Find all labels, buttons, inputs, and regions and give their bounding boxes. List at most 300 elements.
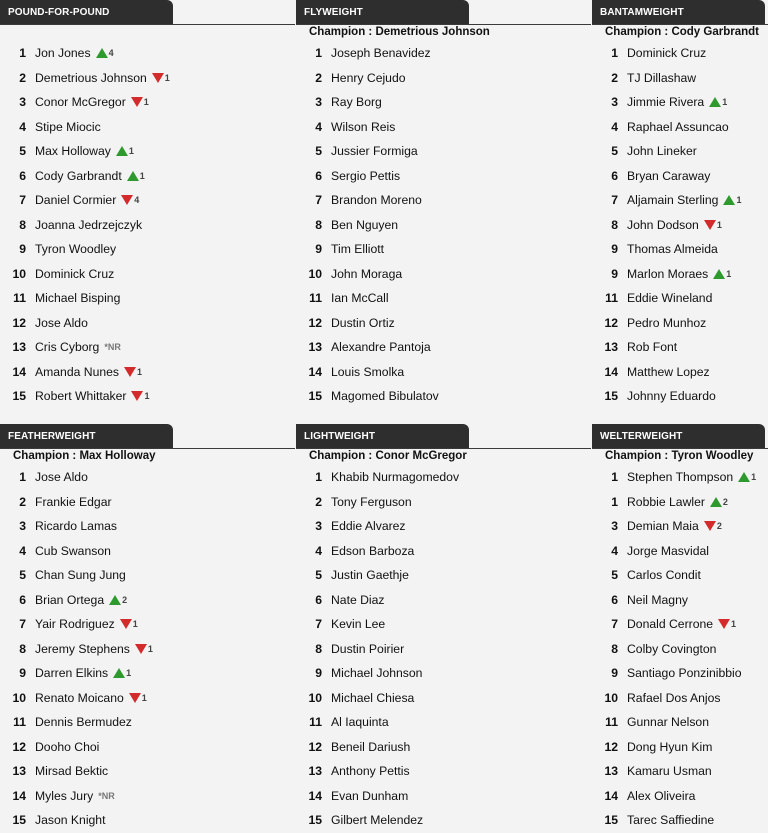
fighter-row[interactable] (0, 759, 295, 784)
rank-change-value: 4 (108, 48, 114, 59)
fighter-row[interactable] (0, 335, 295, 360)
fighter-row[interactable] (296, 808, 591, 833)
rank-number: 1 (19, 470, 26, 485)
rank-change (127, 171, 145, 181)
fighter-name-link[interactable]: Michael Bisping (35, 291, 121, 306)
fighter-name-link[interactable]: Marlon Moraes (627, 266, 709, 281)
fighter-name-link[interactable]: Joseph Benavidez (331, 46, 431, 61)
fighter-row[interactable] (296, 563, 591, 588)
fighter-name-link[interactable]: Yair Rodriguez (35, 617, 115, 632)
division-title-tab[interactable]: FEATHERWEIGHT (0, 424, 173, 448)
fighter-name-link[interactable]: Sergio Pettis (331, 168, 401, 183)
fighter-name-link[interactable]: Conor McGregor (35, 95, 126, 110)
fighter-name-link[interactable]: Jose Aldo (35, 470, 88, 485)
fighter-name-link[interactable]: Cub Swanson (35, 543, 111, 558)
rank-number: 5 (315, 144, 322, 159)
division-header (592, 424, 768, 449)
arrow-down-icon (718, 619, 730, 629)
fighter-row[interactable] (0, 465, 295, 490)
fighter-name-link[interactable]: Mirsad Bektic (35, 764, 109, 779)
rank-number: 5 (19, 144, 26, 159)
fighter-list (592, 39, 768, 409)
division-title-tab[interactable]: WELTERWEIGHT (592, 424, 765, 448)
rank-number: 11 (605, 291, 618, 306)
fighter-row[interactable] (592, 90, 768, 115)
fighter-row[interactable] (296, 384, 591, 409)
rank-number: 11 (13, 715, 26, 730)
rank-number: 7 (611, 617, 618, 632)
fighter-row[interactable] (592, 41, 768, 66)
fighter-row[interactable] (0, 784, 295, 809)
rank-number: 5 (611, 144, 618, 159)
fighter-row[interactable] (0, 115, 295, 140)
rank-change-value: 1 (141, 692, 147, 703)
fighter-row[interactable] (296, 514, 591, 539)
arrow-up-icon (96, 48, 108, 58)
fighter-row[interactable] (296, 115, 591, 140)
fighter-row[interactable] (0, 360, 295, 385)
fighter-row[interactable] (296, 637, 591, 662)
fighter-row[interactable] (592, 213, 768, 238)
fighter-row[interactable] (592, 808, 768, 833)
fighter-name-link[interactable]: Demetrious Johnson (35, 70, 147, 85)
fighter-name-link[interactable]: Tyron Woodley (35, 242, 117, 257)
fighter-name-link[interactable]: Raphael Assuncao (627, 119, 729, 134)
fighter-name-link[interactable]: John Moraga (331, 266, 403, 281)
fighter-name-link[interactable]: Alexandre Pantoja (331, 340, 431, 355)
fighter-list (296, 463, 591, 833)
rank-number: 11 (309, 715, 322, 730)
division-header (0, 424, 295, 449)
fighter-row[interactable] (296, 90, 591, 115)
rank-change (96, 48, 114, 58)
fighter-name-link[interactable]: TJ Dillashaw (627, 70, 697, 85)
fighter-name-link[interactable]: Rafael Dos Anjos (627, 690, 721, 705)
fighter-row[interactable] (592, 384, 768, 409)
fighter-name-link[interactable]: John Dodson (627, 217, 699, 232)
rank-change-value: 1 (147, 643, 153, 654)
fighter-row[interactable] (592, 735, 768, 760)
fighter-row[interactable] (296, 759, 591, 784)
division-title-tab[interactable]: FLYWEIGHT (296, 0, 469, 24)
fighter-name-link[interactable]: Max Holloway (35, 144, 111, 159)
fighter-row[interactable] (592, 784, 768, 809)
rank-change-value: 1 (164, 72, 170, 83)
fighter-name-link[interactable]: Renato Moicano (35, 690, 124, 705)
arrow-down-icon (131, 97, 143, 107)
rank-change (152, 73, 170, 83)
fighter-row[interactable] (0, 686, 295, 711)
rank-number: 15 (308, 389, 322, 404)
fighter-name-link[interactable]: Brian Ortega (35, 592, 105, 607)
fighter-name-link[interactable]: John Lineker (627, 144, 697, 159)
fighter-row[interactable] (592, 637, 768, 662)
rank-number: 6 (611, 168, 618, 183)
rank-number: 15 (604, 813, 618, 828)
fighter-name-link[interactable]: Kevin Lee (331, 617, 386, 632)
rank-change-value: 2 (122, 594, 128, 605)
fighter-row[interactable] (296, 139, 591, 164)
rank-number: 10 (308, 266, 322, 281)
fighter-name-link[interactable]: Cody Garbrandt (35, 168, 122, 183)
division-panel-flyweight (296, 0, 591, 409)
rank-number: 1 (611, 46, 618, 61)
fighter-row[interactable] (296, 465, 591, 490)
rank-number: 4 (315, 119, 322, 134)
fighter-row[interactable] (0, 710, 295, 735)
fighter-name-link[interactable]: Dong Hyun Kim (627, 739, 713, 754)
fighter-name-link[interactable]: Jeremy Stephens (35, 641, 130, 656)
fighter-name-link[interactable]: Jimmie Rivera (627, 95, 705, 110)
fighter-name-link[interactable]: Jon Jones (35, 46, 91, 61)
rank-number: 14 (604, 364, 618, 379)
arrow-up-icon (116, 146, 128, 156)
division-title-tab[interactable]: BANTAMWEIGHT (592, 0, 765, 24)
fighter-name-link[interactable]: Frankie Edgar (35, 494, 112, 509)
fighter-name-link[interactable]: Matthew Lopez (627, 364, 710, 379)
rank-number: 15 (12, 389, 26, 404)
rank-change-value: 1 (126, 668, 132, 679)
fighter-row[interactable] (0, 637, 295, 662)
fighter-row[interactable] (592, 164, 768, 189)
rank-number: 13 (308, 340, 322, 355)
fighter-name-link[interactable]: Nate Diaz (331, 592, 385, 607)
rank-change-value: 1 (144, 391, 150, 402)
fighter-name-link[interactable]: Jose Aldo (35, 315, 88, 330)
fighter-name-link[interactable]: Ray Borg (331, 95, 382, 110)
fighter-row[interactable] (0, 514, 295, 539)
fighter-row[interactable] (592, 311, 768, 336)
fighter-row[interactable] (592, 237, 768, 262)
fighter-row[interactable] (0, 661, 295, 686)
fighter-name-link[interactable]: Bryan Caraway (627, 168, 711, 183)
rank-change (131, 391, 149, 401)
rank-number: 14 (308, 364, 322, 379)
rank-change-value: 1 (137, 366, 143, 377)
fighter-name-link[interactable]: Chan Sung Jung (35, 568, 126, 583)
fighter-row[interactable] (592, 286, 768, 311)
rank-number: 9 (611, 266, 618, 281)
rank-number: 5 (315, 568, 322, 583)
fighter-row[interactable] (296, 686, 591, 711)
fighter-name-link[interactable]: Myles Jury (35, 788, 94, 803)
fighter-name-link[interactable]: Robbie Lawler (627, 494, 705, 509)
fighter-row[interactable] (0, 90, 295, 115)
division-panel-lightweight (296, 424, 591, 833)
not-ranked-badge: *NR (98, 790, 115, 801)
rank-number: 11 (13, 291, 26, 306)
rank-number: 2 (315, 494, 322, 509)
rank-number: 13 (308, 764, 322, 779)
fighter-name-link[interactable]: Jason Knight (35, 813, 106, 828)
fighter-name-link[interactable]: Justin Gaethje (331, 568, 409, 583)
fighter-name-link[interactable]: Dustin Ortiz (331, 315, 395, 330)
rank-number: 3 (19, 95, 26, 110)
rank-change (120, 619, 138, 629)
fighter-row[interactable] (296, 490, 591, 515)
division-title-tab[interactable]: POUND-FOR-POUND (0, 0, 173, 24)
rank-number: 8 (611, 641, 618, 656)
rank-number: 1 (315, 46, 322, 61)
fighter-name-link[interactable]: Dominick Cruz (35, 266, 115, 281)
rank-change-value: 2 (722, 496, 728, 507)
arrow-down-icon (135, 644, 147, 654)
rank-change-value: 4 (134, 195, 140, 206)
rank-number: 7 (611, 193, 618, 208)
rank-number: 1 (315, 470, 322, 485)
arrow-up-icon (127, 171, 139, 181)
fighter-name-link[interactable]: Michael Chiesa (331, 690, 415, 705)
rank-number: 14 (12, 364, 26, 379)
fighter-name-link[interactable]: Kamaru Usman (627, 764, 712, 779)
fighter-row[interactable] (592, 710, 768, 735)
fighter-row[interactable] (0, 539, 295, 564)
rank-number: 7 (315, 617, 322, 632)
fighter-row[interactable] (592, 139, 768, 164)
rank-number: 8 (315, 641, 322, 656)
fighter-row[interactable] (592, 490, 768, 515)
rank-change (713, 269, 731, 279)
fighter-name-link[interactable]: Ben Nguyen (331, 217, 399, 232)
fighter-row[interactable] (0, 164, 295, 189)
fighter-row[interactable] (592, 262, 768, 287)
fighter-name-link[interactable]: Ricardo Lamas (35, 519, 117, 534)
fighter-name-link[interactable]: Aljamain Sterling (627, 193, 719, 208)
rank-number: 3 (611, 519, 618, 534)
rank-change (116, 146, 134, 156)
fighter-row[interactable] (296, 335, 591, 360)
fighter-row[interactable] (592, 66, 768, 91)
fighter-name-link[interactable]: Anthony Pettis (331, 764, 410, 779)
fighter-name-link[interactable]: Robert Whittaker (35, 389, 127, 404)
fighter-name-link[interactable]: Amanda Nunes (35, 364, 120, 379)
fighter-name-link[interactable]: Carlos Condit (627, 568, 701, 583)
fighter-row[interactable] (592, 360, 768, 385)
fighter-row[interactable] (296, 286, 591, 311)
rank-number: 6 (315, 592, 322, 607)
fighter-name-link[interactable]: Al Iaquinta (331, 715, 389, 730)
rank-number: 15 (308, 813, 322, 828)
arrow-up-icon (709, 97, 721, 107)
arrow-down-icon (120, 619, 132, 629)
fighter-name-link[interactable]: Neil Magny (627, 592, 688, 607)
rank-number: 9 (19, 242, 26, 257)
fighter-row[interactable] (592, 465, 768, 490)
fighter-name-link[interactable]: Henry Cejudo (331, 70, 406, 85)
champion-label: Champion : Max Holloway (13, 450, 156, 462)
fighter-name-link[interactable]: Rob Font (627, 340, 678, 355)
fighter-row[interactable] (0, 188, 295, 213)
fighter-row[interactable] (0, 311, 295, 336)
fighter-row[interactable] (592, 612, 768, 637)
fighter-row[interactable] (592, 115, 768, 140)
fighter-row[interactable] (0, 588, 295, 613)
fighter-name-link[interactable]: Stephen Thompson (627, 470, 734, 485)
rank-change (109, 595, 127, 605)
fighter-row[interactable] (592, 563, 768, 588)
rank-number: 5 (611, 568, 618, 583)
fighter-row[interactable] (592, 759, 768, 784)
rank-number: 7 (315, 193, 322, 208)
rank-change (135, 644, 153, 654)
fighter-row[interactable] (296, 588, 591, 613)
fighter-row[interactable] (0, 66, 295, 91)
fighter-row[interactable] (592, 686, 768, 711)
fighter-row[interactable] (296, 66, 591, 91)
fighter-name-link[interactable]: Johnny Eduardo (627, 389, 716, 404)
fighter-name-link[interactable]: Evan Dunham (331, 788, 409, 803)
rank-number: 7 (19, 617, 26, 632)
rank-number: 9 (611, 242, 618, 257)
rank-number: 15 (604, 389, 618, 404)
arrow-down-icon (704, 220, 716, 230)
fighter-row[interactable] (296, 41, 591, 66)
fighter-name-link[interactable]: Daniel Cormier (35, 193, 117, 208)
fighter-row[interactable] (296, 710, 591, 735)
rank-change (131, 97, 149, 107)
fighter-name-link[interactable]: Michael Johnson (331, 666, 423, 681)
rank-number: 12 (604, 315, 618, 330)
fighter-row[interactable] (296, 360, 591, 385)
rank-number: 8 (19, 217, 26, 232)
fighter-name-link[interactable]: Dustin Poirier (331, 641, 405, 656)
fighter-row[interactable] (296, 735, 591, 760)
fighter-name-link[interactable]: Khabib Nurmagomedov (331, 470, 460, 485)
fighter-name-link[interactable]: Tony Ferguson (331, 494, 412, 509)
fighter-name-link[interactable]: Ian McCall (331, 291, 389, 306)
arrow-up-icon (713, 269, 725, 279)
rank-number: 2 (611, 70, 618, 85)
fighter-name-link[interactable]: Gilbert Melendez (331, 813, 424, 828)
fighter-row[interactable] (296, 213, 591, 238)
rank-number: 1 (611, 494, 618, 509)
rank-number: 10 (12, 690, 26, 705)
rank-change (129, 693, 147, 703)
fighter-name-link[interactable]: Tarec Saffiedine (627, 813, 715, 828)
fighter-list (592, 463, 768, 833)
rank-number: 10 (604, 690, 618, 705)
fighter-row[interactable] (592, 588, 768, 613)
rank-number: 1 (19, 46, 26, 61)
rank-number: 4 (611, 543, 618, 558)
fighter-row[interactable] (296, 784, 591, 809)
rank-change (718, 619, 736, 629)
rank-number: 2 (19, 70, 26, 85)
rank-number: 10 (12, 266, 26, 281)
champion-label: Champion : Demetrious Johnson (309, 26, 490, 38)
fighter-name-link[interactable]: Eddie Alvarez (331, 519, 406, 534)
fighter-name-link[interactable]: Dominick Cruz (627, 46, 707, 61)
fighter-row[interactable] (296, 262, 591, 287)
fighter-name-link[interactable]: Dooho Choi (35, 739, 100, 754)
fighter-name-link[interactable]: Alex Oliveira (627, 788, 696, 803)
fighter-name-link[interactable]: Eddie Wineland (627, 291, 713, 306)
arrow-up-icon (109, 595, 121, 605)
rank-change-value: 1 (716, 219, 722, 230)
fighter-list (0, 39, 295, 409)
rank-number: 2 (315, 70, 322, 85)
fighter-row[interactable] (296, 612, 591, 637)
fighter-row[interactable] (296, 237, 591, 262)
rank-number: 13 (12, 340, 26, 355)
fighter-name-link[interactable]: Darren Elkins (35, 666, 109, 681)
fighter-row[interactable] (0, 237, 295, 262)
fighter-name-link[interactable]: Santiago Ponzinibbio (627, 666, 742, 681)
fighter-name-link[interactable]: Louis Smolka (331, 364, 405, 379)
fighter-name-link[interactable]: Jorge Masvidal (627, 543, 709, 558)
fighter-name-link[interactable]: Beneil Dariush (331, 739, 411, 754)
fighter-row[interactable] (296, 539, 591, 564)
rank-change (738, 472, 756, 482)
fighter-row[interactable] (592, 188, 768, 213)
fighter-row[interactable] (0, 612, 295, 637)
fighter-row[interactable] (592, 514, 768, 539)
fighter-name-link[interactable]: Gunnar Nelson (627, 715, 709, 730)
champion-label: Champion : Cody Garbrandt (605, 26, 759, 38)
division-panel-welterweight (592, 424, 768, 833)
champion-spacer (0, 25, 295, 39)
fighter-row[interactable] (0, 286, 295, 311)
rank-number: 13 (12, 764, 26, 779)
fighter-name-link[interactable]: Dennis Bermudez (35, 715, 132, 730)
fighter-name-link[interactable]: Jussier Formiga (331, 144, 418, 159)
fighter-row[interactable] (296, 661, 591, 686)
fighter-row[interactable] (592, 539, 768, 564)
fighter-list (0, 463, 295, 833)
fighter-name-link[interactable]: Stipe Miocic (35, 119, 101, 134)
fighter-name-link[interactable]: Wilson Reis (331, 119, 396, 134)
fighter-name-link[interactable]: Magomed Bibulatov (331, 389, 439, 404)
fighter-name-link[interactable]: Thomas Almeida (627, 242, 718, 257)
fighter-row[interactable] (0, 41, 295, 66)
rank-change (124, 367, 142, 377)
fighter-name-link[interactable]: Edson Barboza (331, 543, 415, 558)
fighter-row[interactable] (0, 213, 295, 238)
fighter-name-link[interactable]: Brandon Moreno (331, 193, 422, 208)
fighter-name-link[interactable]: Demian Maia (627, 519, 699, 534)
fighter-name-link[interactable]: Pedro Munhoz (627, 315, 707, 330)
rank-number: 9 (19, 666, 26, 681)
fighter-row[interactable] (0, 384, 295, 409)
fighter-row[interactable] (296, 311, 591, 336)
fighter-row[interactable] (0, 139, 295, 164)
fighter-row[interactable] (296, 164, 591, 189)
rank-number: 4 (19, 119, 26, 134)
arrow-down-icon (152, 73, 164, 83)
fighter-name-link[interactable]: Colby Covington (627, 641, 717, 656)
fighter-name-link[interactable]: Joanna Jedrzejczyk (35, 217, 143, 232)
rank-number: 9 (315, 666, 322, 681)
fighter-row[interactable] (592, 661, 768, 686)
rank-number: 12 (308, 739, 322, 754)
fighter-row[interactable] (0, 262, 295, 287)
fighter-row[interactable] (0, 490, 295, 515)
division-panel-pound-for-pound (0, 0, 295, 409)
rank-change-value: 1 (731, 619, 737, 630)
fighter-name-link[interactable]: Donald Cerrone (627, 617, 714, 632)
fighter-row[interactable] (0, 735, 295, 760)
rank-number: 5 (19, 568, 26, 583)
fighter-row[interactable] (592, 335, 768, 360)
fighter-row[interactable] (0, 563, 295, 588)
division-title-tab[interactable]: LIGHTWEIGHT (296, 424, 469, 448)
fighter-name-link[interactable]: Tim Elliott (331, 242, 385, 257)
fighter-row[interactable] (0, 808, 295, 833)
fighter-name-link[interactable]: Cris Cyborg (35, 340, 100, 355)
fighter-row[interactable] (296, 188, 591, 213)
arrow-down-icon (121, 195, 133, 205)
rank-change-value: 1 (143, 97, 149, 108)
